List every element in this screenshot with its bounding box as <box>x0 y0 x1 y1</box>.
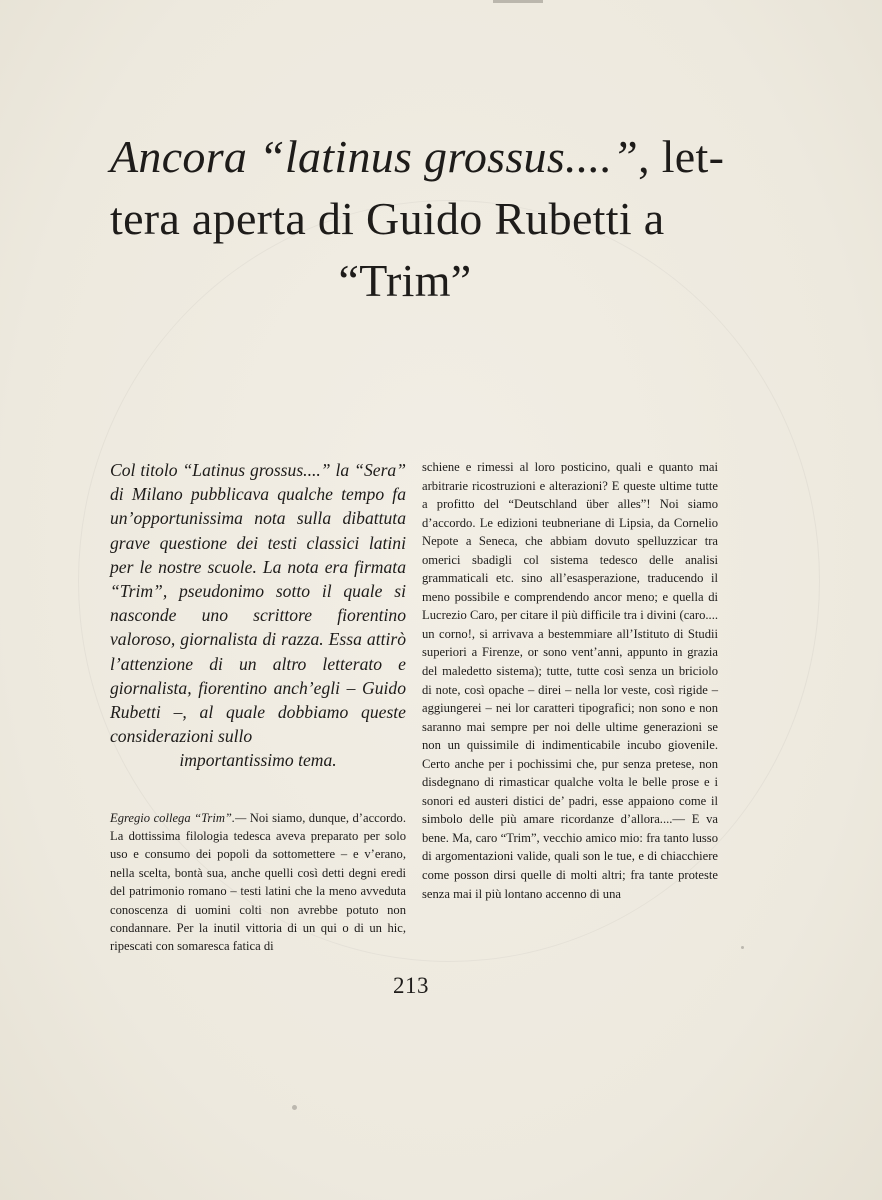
letter-left-text: Noi siamo, dunque, d’accordo. La dottissima filologia tedesca aveva preparato per solo uso e consumo dei popoli da sottomettere – e v’erano, nella scelta, bontà sua, anche quelli così detti degni eredi del patrimonio romano – testi latini che la meno avveduta conoscenza di uomini colti non avrebbe potuto non condannare. Per la inutil vittoria di un qui o di un hic, ripescati con somaresca fatica di <box>110 810 406 954</box>
title-line-2: tera aperta di Guido Rubetti a <box>110 193 665 244</box>
letter-right-text: schiene e rimessi al loro posticino, quali e quanto mai arbitrarie ricostruzioni e alterazioni? E queste ultime tutte a profitto del “Deutschland über alles”! Noi siamo d’accordo. Le edizioni teubneriane di Lipsia, da Cornelio Nepote a Seneca, che abbiam dovuto spelluzzicar tra omerici sbadigli col sistema tedesco delle analisi grammaticali etc. sino all’esasperazione, traducendo il meno possibile e comprendendo ancor meno; e quella di Lucrezio Caro, per citare il più difficile tra i divini (caro.... un corno!, si arrivava a bestemmiare all’Istituto di Studii superiori a Firenze, or sono vent’anni, appunto in grazia del maledetto sistema); tutte, tutte così senza un briciolo di note, così opache – direi – nella lor veste, così rigide – aggiungerei – nei lor caratteri tipografici; non sono e non saranno mai sempre per noi delle ultime generazioni se non un quissimile di indimenticabile incubo giovenile. Certo anche per i pochissimi che, pur senza pretese, non disdegnano di rimasticar qualche volta le belle prose e i sonori ed austeri distici de’ padri, esse appaiono come il simbolo delle più amare ricordanze d’allora....— E va bene. Ma, caro “Trim”, vecchio amico mio: fra tanto lusso di argomentazioni valide, quali son le tue, e di chiacchiere come posson dirsi quelle di molti altri; fra tante proteste senza mai il più lontano accenno di una <box>422 460 718 901</box>
intro-body: Col titolo “Latinus grossus....” la “Sera” di Milano pubblicava qualche tempo fa un’opportunissima nota sulla dibattuta grave questione dei testi classici latini per le nostre scuole. La nota era firmata “Trim”, pseudonimo sotto il quale si nasconde uno scrittore fiorentino valoroso, giornalista di razza. Essa attirò l’attenzione di un altro letterato e giornalista, fiorentino anch’egli – Guido Rubetti –, al quale dobbiamo queste considerazioni sullo <box>110 460 406 747</box>
title-line-3: “Trim” <box>338 255 472 306</box>
letter-opening <box>110 809 406 956</box>
intro-last-line: importantissimo tema. <box>179 750 337 771</box>
paper-speck <box>292 1105 297 1110</box>
title-rest: , let- <box>638 131 725 182</box>
left-column <box>110 458 406 956</box>
page-number: 213 <box>393 973 429 998</box>
top-edge-mark <box>493 0 543 3</box>
right-column <box>422 458 718 903</box>
title-italic: Ancora “latinus grossus....” <box>110 131 639 182</box>
paper-speck <box>741 946 744 949</box>
intro-paragraph <box>110 458 406 773</box>
letter-salutation: Egregio collega “Trim”.— <box>110 810 247 825</box>
article-title <box>110 126 730 312</box>
